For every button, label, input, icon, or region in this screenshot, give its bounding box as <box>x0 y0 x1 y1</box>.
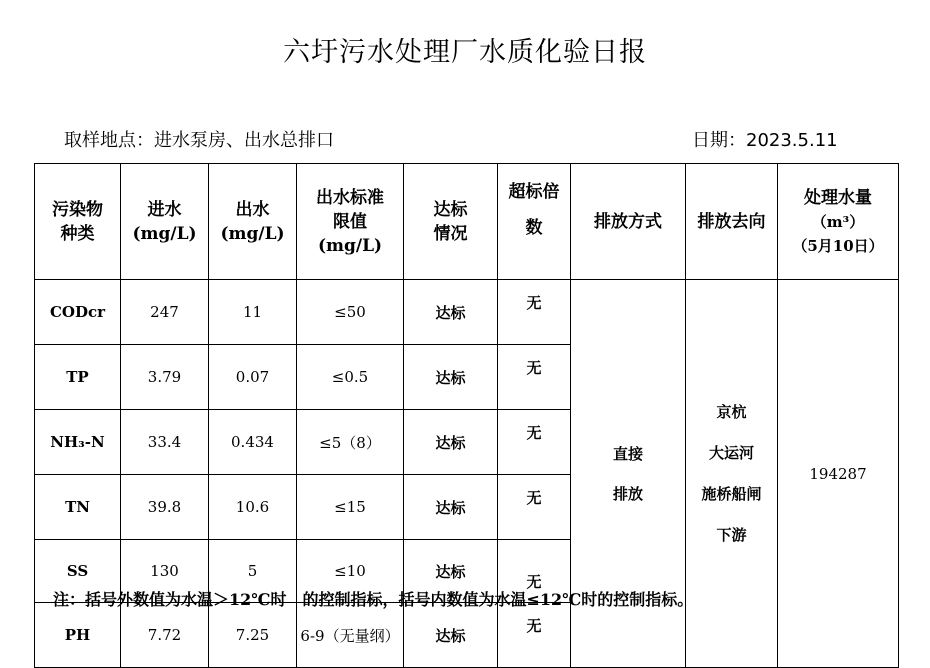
status-cell: 达标 <box>404 345 498 410</box>
param-cell: TP <box>35 345 121 410</box>
header-param: 污染物 种类 <box>35 164 121 280</box>
outflow-cell: 0.434 <box>209 410 297 475</box>
param-cell: SS <box>35 540 121 603</box>
header-exceed: 超标倍 数 <box>498 164 571 280</box>
outflow-cell: 7.25 <box>209 603 297 668</box>
inflow-cell: 130 <box>121 540 209 603</box>
param-cell: PH <box>35 603 121 668</box>
exceed-cell: 无 <box>498 345 571 410</box>
status-cell: 达标 <box>404 603 498 668</box>
outflow-cell: 5 <box>209 540 297 603</box>
footnote: 注：括号外数值为水温＞12℃时 的控制指标，括号内数值为水温≤12℃时的控制指标。 <box>53 590 694 609</box>
standard-cell: ≤10 <box>297 540 404 603</box>
table-row <box>35 280 899 345</box>
standard-cell: ≤50 <box>297 280 404 345</box>
standard-cell: ≤15 <box>297 475 404 540</box>
outflow-cell: 10.6 <box>209 475 297 540</box>
status-cell: 达标 <box>404 410 498 475</box>
header-status: 达标 情况 <box>404 164 498 280</box>
inflow-cell: 3.79 <box>121 345 209 410</box>
discharge-method-cell: 直接 排放 <box>571 280 686 668</box>
exceed-cell: 无 <box>498 603 571 668</box>
standard-cell: ≤5（8） <box>297 410 404 475</box>
report-title: 六圩污水处理厂水质化验日报 <box>283 37 647 68</box>
param-cell: TN <box>35 475 121 540</box>
exceed-cell: 无 <box>498 540 571 603</box>
standard-cell: 6-9（无量纲） <box>297 603 404 668</box>
outflow-cell: 11 <box>209 280 297 345</box>
status-cell: 达标 <box>404 280 498 345</box>
exceed-cell: 无 <box>498 475 571 540</box>
inflow-cell: 33.4 <box>121 410 209 475</box>
table-header-row <box>35 164 899 280</box>
sampling-location: 取样地点：进水泵房、出水总排口 <box>64 130 334 151</box>
header-outflow: 出水 (mg/L) <box>209 164 297 280</box>
standard-cell: ≤0.5 <box>297 345 404 410</box>
header-destination: 排放去向 <box>686 164 778 280</box>
header-standard: 出水标准 限值 (mg/L) <box>297 164 404 280</box>
header-volume: 处理水量 （m³） （5月10日） <box>778 164 899 280</box>
inflow-cell: 7.72 <box>121 603 209 668</box>
discharge-destination-cell: 京杭 大运河 施桥船闸 下游 <box>686 280 778 668</box>
inflow-cell: 247 <box>121 280 209 345</box>
status-cell: 达标 <box>404 475 498 540</box>
exceed-cell: 无 <box>498 280 571 345</box>
param-cell: CODcr <box>35 280 121 345</box>
inflow-cell: 39.8 <box>121 475 209 540</box>
param-cell: NH₃-N <box>35 410 121 475</box>
status-cell: 达标 <box>404 540 498 603</box>
header-inflow: 进水 (mg/L) <box>121 164 209 280</box>
report-date: 日期：2023.5.11 <box>692 130 838 151</box>
outflow-cell: 0.07 <box>209 345 297 410</box>
treated-volume-cell: 194287 <box>778 280 899 668</box>
header-method: 排放方式 <box>571 164 686 280</box>
exceed-cell: 无 <box>498 410 571 475</box>
